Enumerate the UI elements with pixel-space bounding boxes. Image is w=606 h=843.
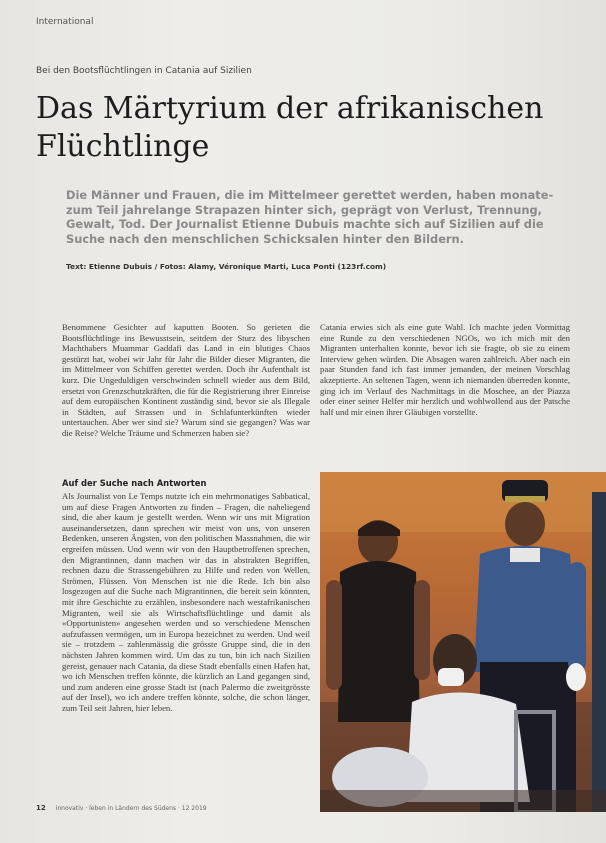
subheading: Auf der Suche nach Antworten — [62, 478, 207, 488]
section-label: International — [36, 17, 94, 27]
article-photo — [320, 472, 606, 812]
body-column-1: Benommene Gesichter auf kaputten Booten. So gerieten die Bootsflüchtlinge ins Bewusstsein, seitdem der Sturz des libyschen Machthabers Muammar Gaddafi das Land in ein blutiges Chaos gestürzt hat, wobei wir Jahr für Jahr die Bilder dieser Migranten, die im Mittelmeer von Schiffen gerettet werden. Doch ihr Aufenthalt ist kurz. Die Ungeduldigen verschwinden schnell wieder aus dem Bild, ersetzt von Grenzschutzkräften, die für die Registrierung ihrer Einreise auf dem europäischen Kontinent zuständig sind, bevor sie als Illegale in Städten, auf Strassen und in Schlafunterkünften wieder untertauchen. Aber wer sind sie? Warum sind sie gegangen? Was war die Reise? Welche Träume und Schmerzen haben sie? — [62, 322, 310, 438]
article-lead: Die Männer und Frauen, die im Mittelmeer gerettet werden, haben monate- zum Teil jahrelange Strapazen hinter sich, geprägt von Verlust, Trennung, Gewalt, Tod. Der Journalist Etienne Dubuis machte sich auf Sizilien auf die Suche nach den menschlichen Schicksalen hinter den Bildern. — [66, 188, 554, 246]
article-title: Das Märtyrium der afrikanischen Flüchtlinge — [36, 91, 544, 164]
body-column-2: Catania erwies sich als eine gute Wahl. Ich machte jeden Vormittag eine Runde zu den verschiedenen NGOs, wo ich mich mit den Migranten unterhalten konnte, bevor ich sie fragte, ob sie zu einem Interview gehen würden. Die Absagen waren zahlreich. Aber nach ein paar Stunden fand ich fast immer jemanden, der meinen Vorschlag akzeptierte. An seltenen Tagen, wenn ich niemanden überreden konnte, ging ich im Verlauf des Nachmittags in die Moschee, an der Piazza oder einer seiner Helfer mir herzlich und wohlwollend aus der Patsche half und mir einen ihrer Gläubigen vorstellte. — [320, 322, 570, 417]
article-credits: Text: Etienne Dubuis / Fotos: Alamy, Véronique Marti, Luca Ponti (123rf.com) — [66, 262, 387, 271]
page-number: 12 — [36, 804, 46, 812]
photo-illustration — [320, 472, 606, 812]
kicker: Bei den Bootsflüchtlingen in Catania auf Sizilien — [36, 66, 252, 76]
page-footer — [36, 804, 296, 812]
publication-info: innovativ · leben in Ländern des Südens · 12 2019 — [55, 805, 207, 812]
body-column-3: Als Journalist von Le Temps nutzte ich ein mehrmonatiges Sabbatical, um auf diese Fragen Antworten zu finden – Fragen, die naheliegend sind, die aber kaum je gestellt werden. Wenn wir uns mit Migration auseinandersetzen, dann sprechen wir meist von uns, von unseren Bedenken, unseren Ängsten, von den politischen Massnahmen, die wir ergreifen müssen. Und wenn wir von den Hauptbetroffenen sprechen, den Migrantinnen, dann machen wir das in abstrakten Begriffen, rechnen dazu die Strassengebühren zu Hilfe und reden von Wellen, Strömen, Flüssen. Von Menschen ist nie die Rede. Ich bin also losgezogen auf die Suche nach Migrantinnen, die bereit sein könnten, mir ihre Geschichte zu erzählen, insbesondere nach westafrikanischen Migranten, weil sie als Wirtschaftsflüchtlinge und damit als «Opportunisten» angesehen werden und so verschiedene Menschen aufzufassen vermögen, um in Europa bezeichnet zu werden. Und weil sie – trotzdem – zahlenmässig die grösste Gruppe sind, die in den nächsten Jahren kommen wird. Um das zu tun, bin ich nach Sizilien gereist, genauer nach Catania, da diese Stadt ebenfalls einen Hafen hat, wo ich Menschen treffen könnte, die kürzlich an Land gegangen sind, und zum anderen eine grosse Stadt ist (nach Palermo die zweitgrösste auf der Insel), wo ich andere treffen könnte, solche, die schon länger, zum Teil seit Jahren, hier leben. — [62, 491, 310, 713]
